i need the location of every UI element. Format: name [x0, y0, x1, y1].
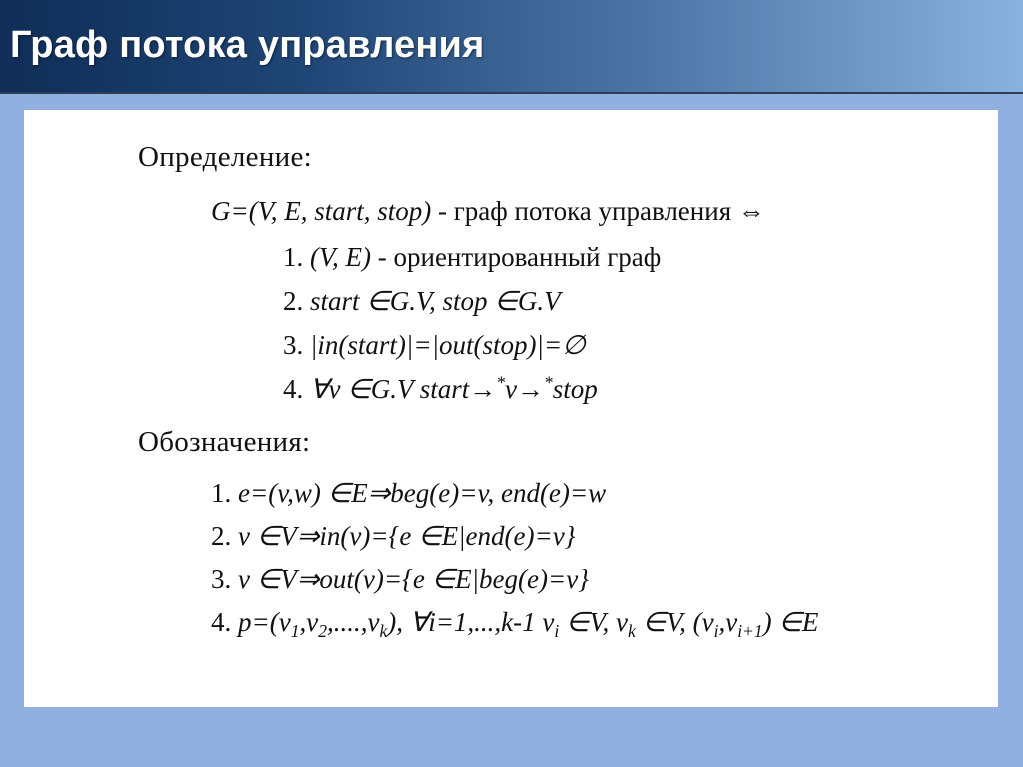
- item-formula: |in(start)|=|out(stop)|=∅: [310, 330, 586, 360]
- definition-main-formula: G=(V, E, start, stop): [211, 196, 432, 226]
- notation-item-1: [211, 476, 606, 510]
- definition-heading: Определение:: [138, 141, 312, 173]
- item-formula: (V, E): [310, 242, 371, 272]
- kleene-star: *: [544, 372, 553, 393]
- item-number: 3.: [211, 564, 238, 594]
- item-formula-part: v→: [505, 374, 544, 404]
- definition-item-3: [283, 328, 586, 362]
- notation-item-2: [211, 519, 575, 553]
- item-formula-part: ∀v ∈G.V start→: [310, 374, 497, 404]
- item-text: - ориентированный граф: [371, 242, 662, 272]
- content-panel: [24, 110, 998, 707]
- notation-item-3: [211, 562, 589, 596]
- item-number: 1.: [283, 242, 310, 272]
- item-formula: v ∈V⇒out(v)={e ∈E|beg(e)=v}: [238, 564, 589, 594]
- definition-main-text: - граф потока управления: [431, 196, 738, 226]
- slide-header: [0, 0, 1023, 94]
- item-number: 4.: [211, 607, 238, 637]
- notation-heading: Обозначения:: [138, 426, 311, 458]
- path-formula: $p=(v_1,v_2,....,v_k)$, ∀i=1,...,k-1 $v_i$ ∈V, $v_k$ ∈V, $(v_i,v_{i+1})$ ∈E: [238, 607, 819, 642]
- item-formula-part: stop: [552, 374, 598, 404]
- definition-item-4: [283, 372, 598, 406]
- definition-main-line: [211, 194, 765, 228]
- item-number: 3.: [283, 330, 310, 360]
- item-number: 2.: [283, 286, 310, 316]
- definition-item-1: [283, 240, 661, 274]
- item-formula: start ∈G.V, stop ∈G.V: [310, 286, 561, 316]
- item-number: 4.: [283, 374, 310, 404]
- definition-item-2: [283, 284, 561, 318]
- item-number: 2.: [211, 521, 238, 551]
- item-number: 1.: [211, 478, 238, 508]
- iff-symbol: ⇔: [737, 196, 765, 226]
- item-formula: v ∈V⇒in(v)={e ∈E|end(e)=v}: [238, 521, 576, 551]
- notation-item-4: [211, 605, 819, 642]
- item-formula: e=(v,w) ∈E⇒beg(e)=v, end(e)=w: [238, 478, 607, 508]
- slide-title: Граф потока управления: [10, 24, 485, 66]
- kleene-star: *: [496, 372, 506, 393]
